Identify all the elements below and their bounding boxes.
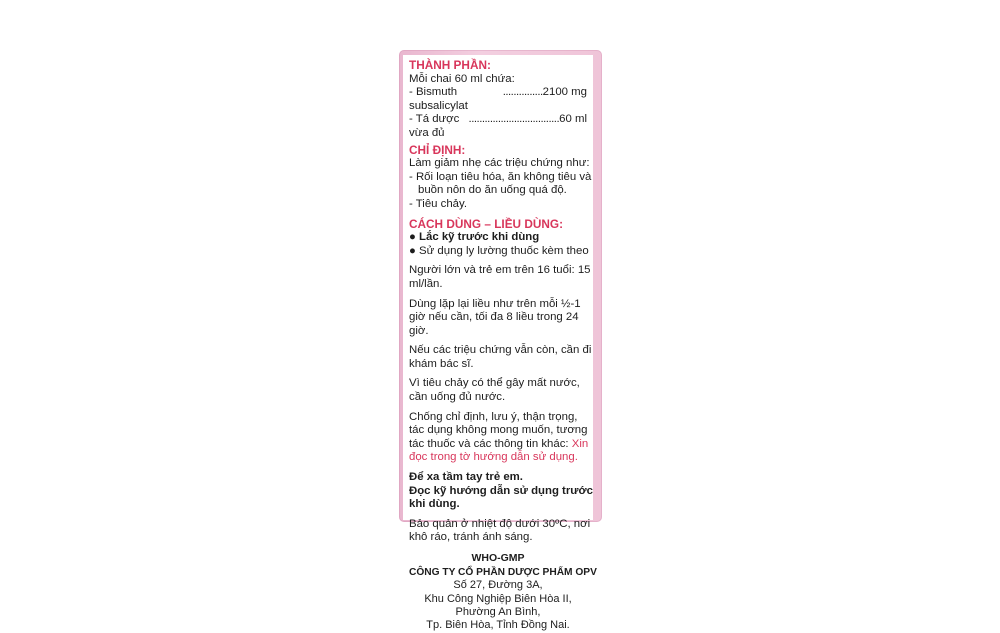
storage-text: Bảo quản ở nhiệt độ dưới 30ºC, nơi khô ráo, tránh ánh sáng. <box>409 517 591 544</box>
indication-item: - Rối loạn tiêu hóa, ăn không tiêu và buồn nôn do ăn uống quá độ. <box>409 170 592 197</box>
item-name: - Tá dược vừa đủ <box>409 113 460 139</box>
indications-heading: CHỈ ĐỊNH: <box>409 142 466 157</box>
dosage-bullet: ● Sử dụng ly lường thuốc kèm theo <box>409 244 589 257</box>
contraindications-paragraph <box>409 411 593 465</box>
address-line: Khu Công Nghiệp Biên Hòa II, <box>424 592 572 605</box>
address-line: Tp. Biên Hòa, Tỉnh Đồng Nai. <box>426 619 570 632</box>
item-amount: 2100 mg <box>542 86 587 99</box>
address-line: Số 27, Đường 3A, <box>453 579 543 592</box>
label-panel <box>403 55 597 632</box>
composition-intro: Mỗi chai 60 ml chứa: <box>409 72 515 85</box>
composition-heading: THÀNH PHẦN: <box>409 58 491 72</box>
leader-dots: .................................. <box>468 113 560 126</box>
contra-note: Xin đọc trong tờ hướng dẫn sử dụng. <box>409 437 589 464</box>
dosage-paragraph: Vì tiêu chảy có thể gây mất nước, cần uống đủ nước. <box>409 377 580 404</box>
gmp-certification: WHO-GMP <box>471 552 525 564</box>
indications-intro: Làm giảm nhẹ các triệu chứng như: <box>409 157 590 170</box>
leader-dots: ............... <box>502 86 543 99</box>
indication-item: - Tiêu chảy. <box>409 197 468 210</box>
dosage-paragraph: Người lớn và trẻ em trên 16 tuổi: 15 ml/lần. <box>409 264 591 290</box>
item-amount: 60 ml <box>559 113 587 126</box>
company-name: CÔNG TY CỔ PHẦN DƯỢC PHẨM OPV <box>409 566 597 578</box>
address-line: Phường An Bình, <box>455 606 541 618</box>
bullet-text: Sử dụng ly lường thuốc kèm theo <box>419 244 589 257</box>
composition-item <box>409 113 593 140</box>
warning-text: Đọc kỹ hướng dẫn sử dụng trước khi dùng. <box>409 484 593 511</box>
dosage-bullet: ● Lắc kỹ trước khi dùng <box>409 231 540 244</box>
contra-text: Chống chỉ định, lưu ý, thận trọng, tác dụng không mong muốn, tương tác thuốc và các thông tin khác: <box>409 410 588 450</box>
dosage-paragraph: Nếu các triệu chứng vẫn còn, cần đi khám bác sĩ. <box>409 344 592 370</box>
dosage-paragraph: Dùng lặp lại liều như trên mỗi ½-1 giờ nếu cần, tối đa 8 liều trong 24 giờ. <box>409 297 581 337</box>
composition-item <box>409 86 593 113</box>
warning-text: Để xa tầm tay trẻ em. <box>409 471 523 484</box>
dosage-heading: CÁCH DÙNG – LIỀU DÙNG: <box>409 216 564 231</box>
item-name: - Bismuth subsalicylat <box>409 86 468 112</box>
bullet-text: Lắc kỹ trước khi dùng <box>419 231 540 244</box>
